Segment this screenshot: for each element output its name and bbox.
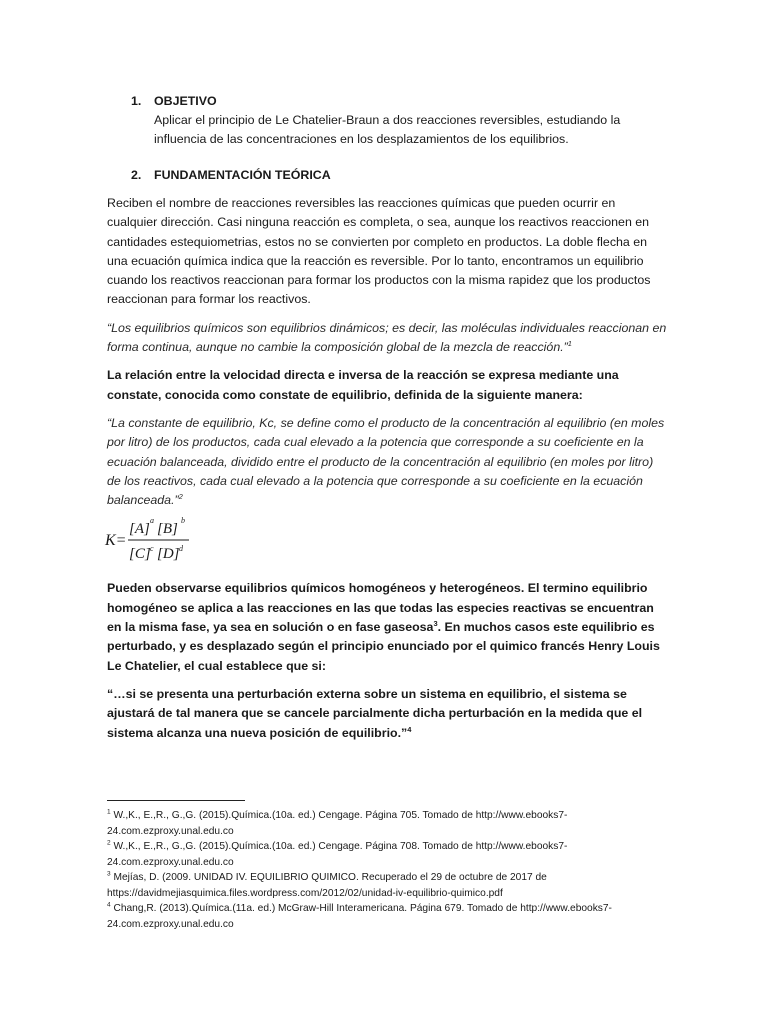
exponent-b: b (181, 516, 185, 526)
section-objetivo (107, 92, 667, 149)
footnote-number: 3 (107, 870, 111, 878)
footnote-2 (107, 839, 667, 870)
quote-dynamic-equilibrium (107, 319, 667, 358)
quote-text: “Los equilibrios químicos son equilibrios dinámicos; es decir, las moléculas individuales reaccionan en forma continua, aunque no cambie la composición global de la mezcla de reacción.” (107, 320, 667, 355)
footnote-4 (107, 901, 667, 932)
quote-le-chatelier (107, 685, 667, 743)
paragraph-text-cont: . En muchos casos este equilibrio es perturbado, y es desplazado según el principio enunciado por el quimico francés Henry Louis Le Chatelier, el cual establece que si: (107, 620, 660, 673)
footnote-number: 4 (107, 901, 111, 909)
footnotes (107, 800, 667, 932)
footnote-3 (107, 870, 667, 901)
numerator-b: [B] (157, 521, 178, 538)
quote-text: “…si se presenta una perturbación externa sobre un sistema en equilibrio, el sistema se ajustará de tal manera que se cancele parcialmente dicha perturbación en la medida que el sistema alcanza una nueva posición de equilibrio.” (107, 686, 643, 740)
objective-text: Aplicar el principio de Le Chatelier-Braun a dos reacciones reversibles, estudiando la influencia de las concentraciones en los desplazamientos de los equilibrios. (154, 113, 621, 146)
footnote-1 (107, 808, 667, 839)
section-title: FUNDAMENTACIÓN TEÓRICA (154, 168, 331, 182)
footnote-number: 2 (107, 839, 111, 847)
footnote-separator (107, 800, 245, 801)
denominator-d: [D] (157, 546, 180, 563)
quote-text: “La constante de equilibrio, Kc, se define como el producto de la concentración al equilibrio (en moles por litro) de los productos, cada cual elevado a la potencia que corresponde a su coeficiente en la ecuación balanceada, dividido entre el producto de la concentración al equilibrio (en moles por litro) de los reactivos, cada cual elevado a la potencia que corresponde a su coeficiente en la ecuación balanceada.” (107, 415, 665, 508)
exponent-a: a (150, 516, 154, 526)
paragraph-text: Pueden observarse equilibrios químicos homogéneos y heterogéneos. El termino equilibrio homogéneo se aplica a las reacciones en las que todas las especies reactivas se encuentran en la misma fase, ya sea en solución o en fase gaseosa (107, 581, 654, 635)
section-title: OBJETIVO (154, 94, 217, 108)
exponent-d: d (179, 544, 183, 554)
paragraph-reversible-reactions: Reciben el nombre de reacciones reversibles las reacciones químicas que pueden ocurrir en cualquier dirección. Casi ninguna reacción es completa, o sea, aunque los reactivos reaccionen en cantidades estequiometrias, estos no se convierten por completo en productos. La doble flecha en una ecuación química indica que la reacción es reversible. Por lo tanto, encontramos un equilibrio cuando los reactivos reaccionan para formar los productos con la misma rapidez que los productos reaccionan para formar los reactivos. (107, 196, 651, 307)
formula-graphic (103, 510, 243, 570)
footnote-ref[interactable]: 2 (178, 492, 183, 502)
formula-lhs: K= (105, 532, 127, 550)
footnote-ref[interactable]: 1 (567, 338, 572, 348)
footnote-ref[interactable]: 3 (433, 618, 438, 628)
document-page (107, 92, 667, 743)
section-number: 1. (131, 94, 142, 108)
footnote-text: Chang,R. (2013).Química.(11a. ed.) McGraw-Hill Interamericana. Página 679. Tomado de http://www.ebooks7-24.com.ezproxy.unal.edu.co (107, 903, 612, 930)
footnote-ref[interactable]: 4 (407, 724, 412, 734)
quote-kc-definition (107, 414, 667, 510)
footnote-text: W.,K., E.,R., G.,G. (2015).Química.(10a. ed.) Cengage. Página 705. Tomado de http://www.ebooks7-24.com.ezproxy.unal.edu.co (107, 810, 568, 837)
equilibrium-formula (107, 510, 667, 568)
footnote-text: Mejías, D. (2009. UNIDAD IV. EQUILIBRIO QUIMICO. Recuperado el 29 de octubre de 2017 de https://davidmejiasquimica.files.wordpress.com/2012/02/unidad-iv-equilibrio-quimico.pdf (107, 872, 547, 899)
paragraph-homogeneous-equilibria (107, 579, 667, 675)
section-heading-fundamentacion (107, 166, 667, 185)
denominator-c: [C] (129, 546, 151, 563)
footnote-text: W.,K., E.,R., G.,G. (2015).Química.(10a. ed.) Cengage. Página 708. Tomado de http://www.ebooks7-24.com.ezproxy.unal.edu.co (107, 841, 568, 868)
numerator-a: [A] (129, 521, 150, 538)
section-number: 2. (131, 168, 142, 182)
section-heading (107, 92, 667, 111)
exponent-c: c (150, 544, 154, 554)
paragraph-equilibrium-constant: La relación entre la velocidad directa e inversa de la reacción se expresa mediante una constate, conocida como constate de equilibrio, definida de la siguiente manera: (107, 368, 619, 402)
footnote-number: 1 (107, 808, 111, 816)
